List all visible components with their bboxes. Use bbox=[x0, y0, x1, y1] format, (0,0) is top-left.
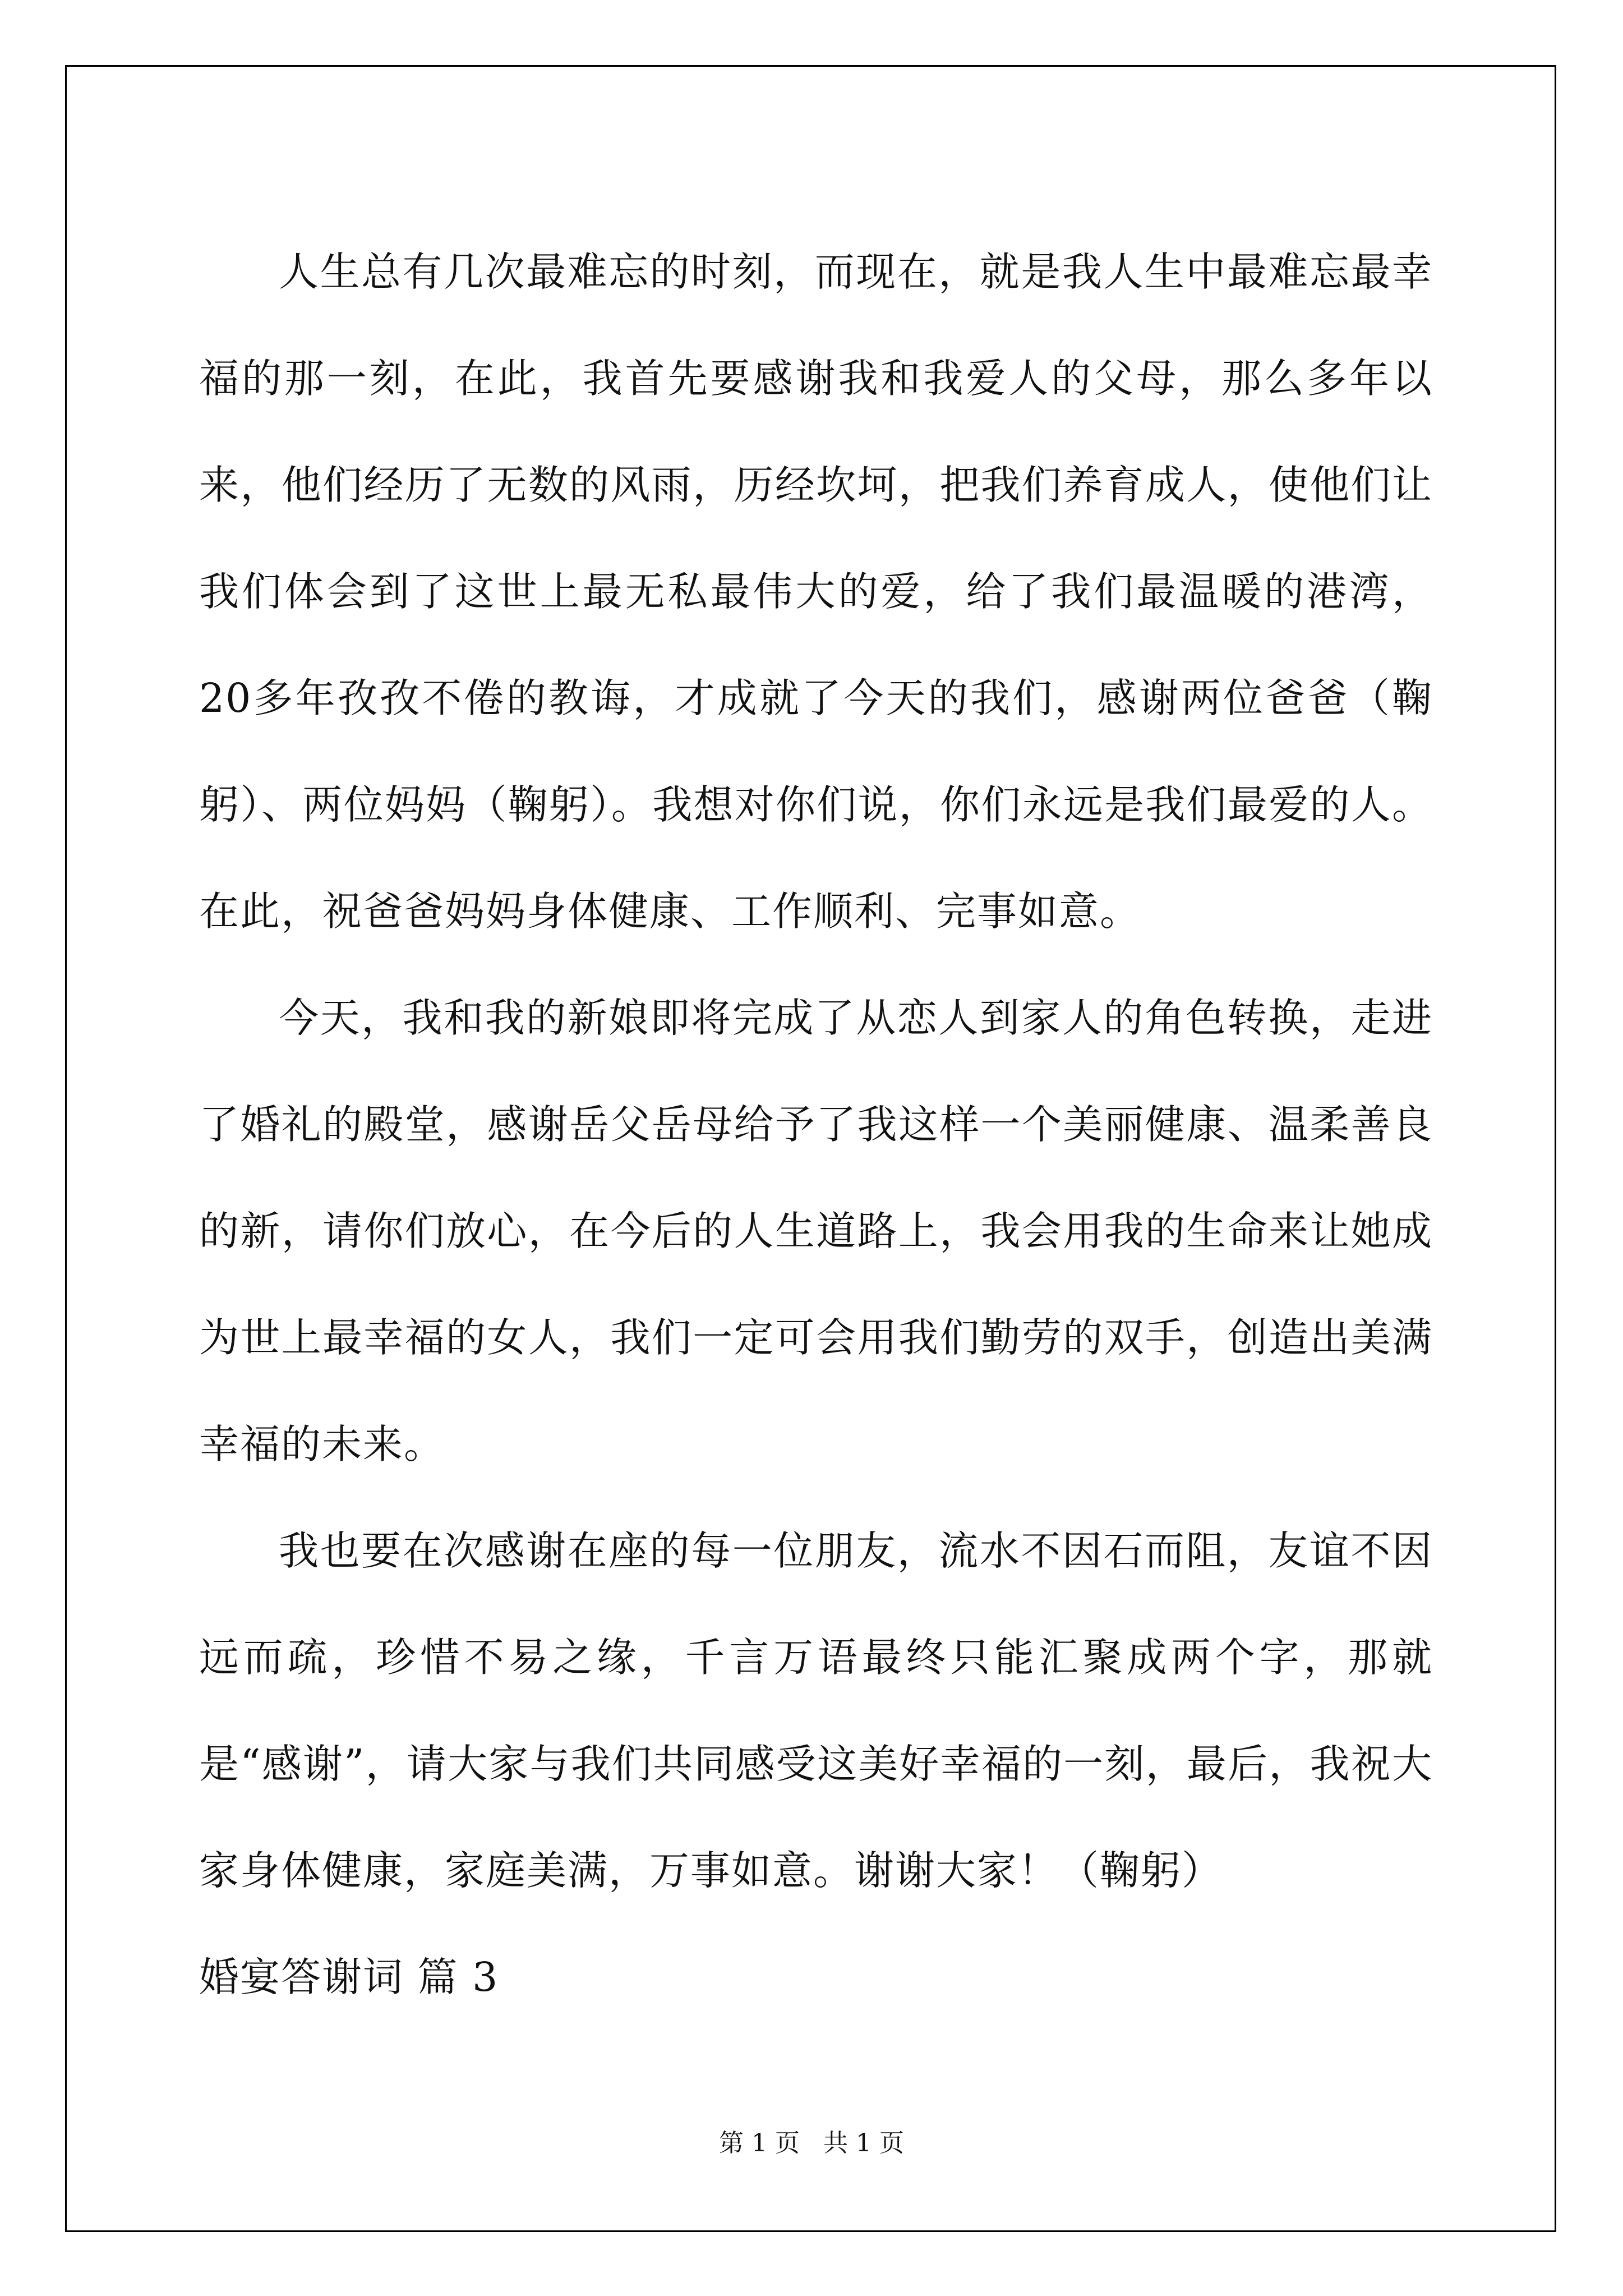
document-body bbox=[199, 219, 1433, 2031]
section-heading: 婚宴答谢词 篇 3 bbox=[199, 1954, 499, 2000]
paragraph: 今天，我和我的新娘即将完成了从恋人到家人的角色转换，走进了婚礼的殿堂，感谢岳父岳母给予了我这样一个美丽健康、温柔善良的新，请你们放心，在今后的人生道路上，我会用我的生命来让她成为世上最幸福的女人，我们一定可会用我们勤劳的双手，创造出美满幸福的未来。 bbox=[199, 995, 1433, 1467]
paragraph: 人生总有几次最难忘的时刻，而现在，就是我人生中最难忘最幸福的那一刻，在此，我首先要感谢我和我爱人的父母，那么多年以来，他们经历了无数的风雨，历经坎坷，把我们养育成人，使他们让我们体会到了这世上最无私最伟大的爱，给了我们最温暖的港湾，20多年孜孜不倦的教诲，才成就了今天的我们，感谢两位爸爸（鞠躬）、两位妈妈（鞠躬）。我想对你们说，你们永远是我们最爱的人。在此，祝爸爸妈妈身体健康、工作顺利、完事如意。 bbox=[199, 249, 1433, 935]
paragraph: 我也要在次感谢在座的每一位朋友，流水不因石而阻，友谊不因远而疏，珍惜不易之缘，千言万语最终只能汇聚成两个字，那就是“感谢”，请大家与我们共同感受这美好幸福的一刻，最后，我祝大家身体健康，家庭美满，万事如意。谢谢大家！（鞠躬） bbox=[199, 1527, 1433, 1894]
page-footer: 第 1 页 共 1 页 bbox=[719, 2129, 904, 2157]
